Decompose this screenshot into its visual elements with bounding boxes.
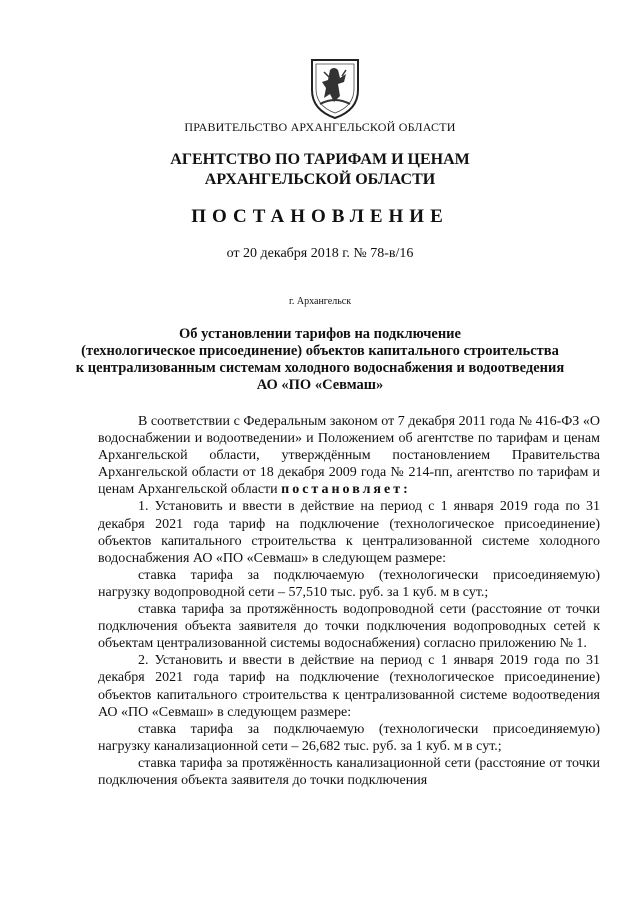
agency-line-1: АГЕНТСТВО ПО ТАРИФАМ И ЦЕНАМ — [170, 151, 470, 168]
document-type: ПОСТАНОВЛЕНИЕ — [191, 206, 449, 227]
paragraph-1b: ставка тарифа за протяжённость водопроводной сети (расстояние от точки подключения объекта заявителя до точки подключения водопроводных сетей к объектам централизованной системы водоснабжения) согласно приложению № 1. — [98, 602, 600, 652]
city: г. Архангельск — [288, 296, 352, 307]
intro-paragraph — [98, 413, 600, 498]
paragraph-2b: ставка тарифа за протяжённость канализационной сети (расстояние от точки подключения объекта заявителя до точки подключения — [98, 755, 600, 788]
resolves-word: постановляет: — [281, 482, 411, 498]
date-number: от 20 декабря 2018 г. № 78-в/16 — [226, 246, 414, 261]
government-name: ПРАВИТЕЛЬСТВО АРХАНГЕЛЬСКОЙ ОБЛАСТИ — [184, 120, 456, 134]
subject-line-4: АО «ПО «Севмаш» — [256, 377, 384, 393]
agency-name — [0, 150, 640, 190]
paragraph-2: 2. Установить и ввести в действие на период с 1 января 2019 года по 31 декабря 2021 года тариф на подключение (технологическое присоединение) объектов капитального строительства к централизованной системе водоотведения АО «ПО «Севмаш» в следующем размере: — [98, 653, 600, 720]
paragraph-2a: ставка тарифа за подключаемую (технологически присоединяемую) нагрузку канализационной сети – 26,682 тыс. руб. за 1 куб. м в сут.; — [98, 721, 600, 754]
subject-line-1: Об установлении тарифов на подключение — [179, 326, 461, 342]
paragraph-1: 1. Установить и ввести в действие на период с 1 января 2019 года по 31 декабря 2021 года тариф на подключение (технологическое присоединение) объектов капитального строительства к централизованной системе холодного водоснабжения АО «ПО «Севмаш» в следующем размере: — [98, 499, 600, 566]
coat-of-arms-icon — [300, 52, 370, 122]
subject-line-2: (технологическое присоединение) объектов капитального строительства — [81, 343, 559, 359]
paragraph-1a: ставка тарифа за подключаемую (технологически присоединяемую) нагрузку водопроводной сети – 57,510 тыс. руб. за 1 куб. м в сут.; — [98, 567, 600, 600]
subject-line-3: к централизованным системам холодного водоснабжения и водоотведения — [75, 360, 565, 376]
intro-text: В соответствии с Федеральным законом от 7 декабря 2011 года № 416-ФЗ «О водоснабжении и водоотведении» и Положением об агентстве по тарифам и ценам Архангельской области, утверждённым постановлением Правительства Архангельской области от 18 декабря 2009 года № 214-пп, агентство по тарифам и ценам Архангельской области — [98, 414, 600, 498]
subject-heading — [40, 326, 600, 394]
document-body — [98, 413, 600, 789]
agency-line-2: АРХАНГЕЛЬСКОЙ ОБЛАСТИ — [204, 171, 436, 188]
